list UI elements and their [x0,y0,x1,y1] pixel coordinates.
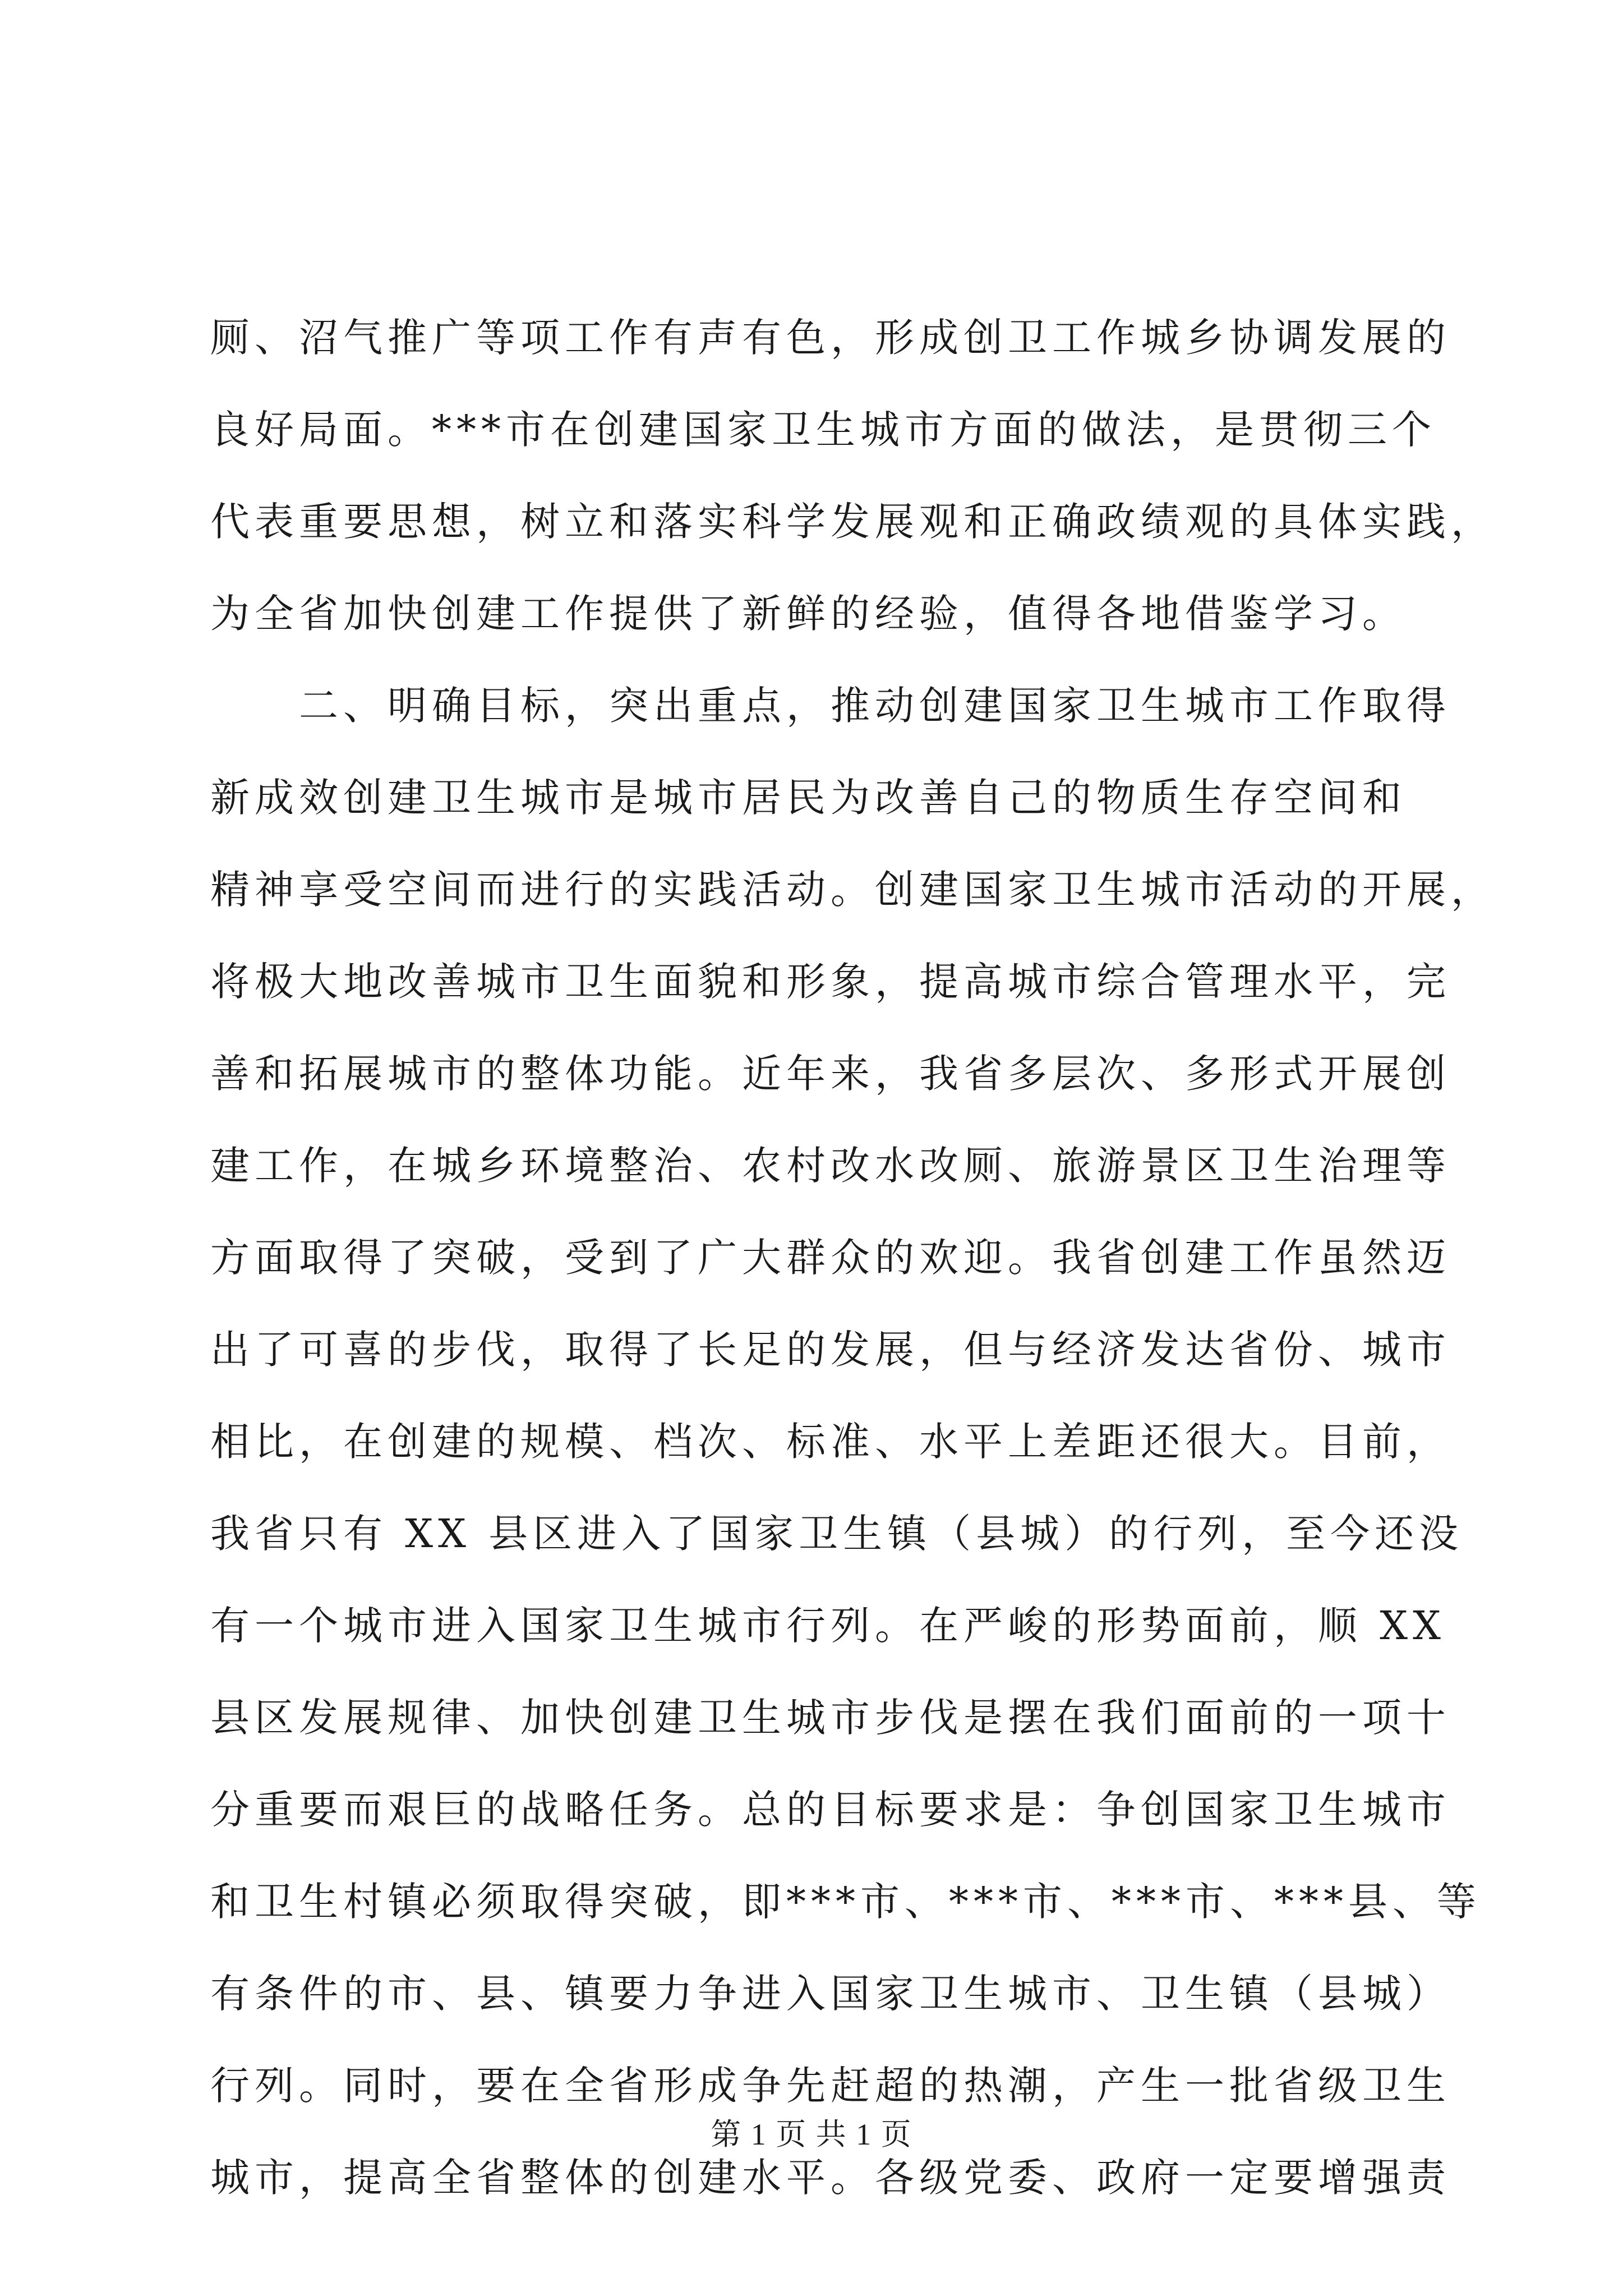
text-line: 分重要而艰巨的战略任务。总的目标要求是：争创国家卫生城市 [210,1787,1451,1833]
text-line: 为全省加快创建工作提供了新鲜的经验，值得各地借鉴学习。 [210,591,1407,637]
text-line: 方面取得了突破，受到了广大群众的欢迎。我省创建工作虽然迈 [210,1235,1451,1281]
text-line: 我省只有 XX 县区进入了国家卫生镇（县城）的行列，至今还没 [210,1511,1464,1557]
text-line: 精神享受空间而进行的实践活动。创建国家卫生城市活动的开展， [210,867,1495,913]
page-number-footer: 第 1 页 共 1 页 [711,2118,912,2151]
text-line: 有条件的市、县、镇要力争进入国家卫生城市、卫生镇（县城） [210,1971,1451,2017]
text-line: 行列。同时，要在全省形成争先赶超的热潮，产生一批省级卫生 [210,2063,1451,2109]
text-line: 建工作，在城乡环境整治、农村改水改厕、旅游景区卫生治理等 [210,1143,1451,1189]
text-line: 良好局面。***市在创建国家卫生城市方面的做法，是贯彻三个 [210,407,1436,453]
text-line: 城市，提高全省整体的创建水平。各级党委、政府一定要增强责 [210,2155,1451,2201]
text-line: 二、明确目标，突出重点，推动创建国家卫生城市工作取得 [210,683,1451,729]
text-line: 有一个城市进入国家卫生城市行列。在严峻的形势面前，顺 XX [210,1603,1446,1649]
text-line: 代表重要思想，树立和落实科学发展观和正确政绩观的具体实践， [210,499,1495,545]
text-line: 相比，在创建的规模、档次、标准、水平上差距还很大。目前， [210,1419,1451,1465]
text-line: 出了可喜的步伐，取得了长足的发展，但与经济发达省份、城市 [210,1327,1451,1373]
text-line: 善和拓展城市的整体功能。近年来，我省多层次、多形式开展创 [210,1051,1451,1097]
text-line: 县区发展规律、加快创建卫生城市步伐是摆在我们面前的一项十 [210,1695,1451,1741]
text-line: 和卫生村镇必须取得突破，即***市、***市、***市、***县、等 [210,1879,1481,1925]
text-line: 将极大地改善城市卫生面貌和形象，提高城市综合管理水平，完 [210,959,1451,1005]
text-line: 厕、沼气推广等项工作有声有色，形成创卫工作城乡协调发展的 [210,315,1451,361]
text-line: 新成效创建卫生城市是城市居民为改善自己的物质生存空间和 [210,775,1407,821]
body-text [210,292,1495,2224]
